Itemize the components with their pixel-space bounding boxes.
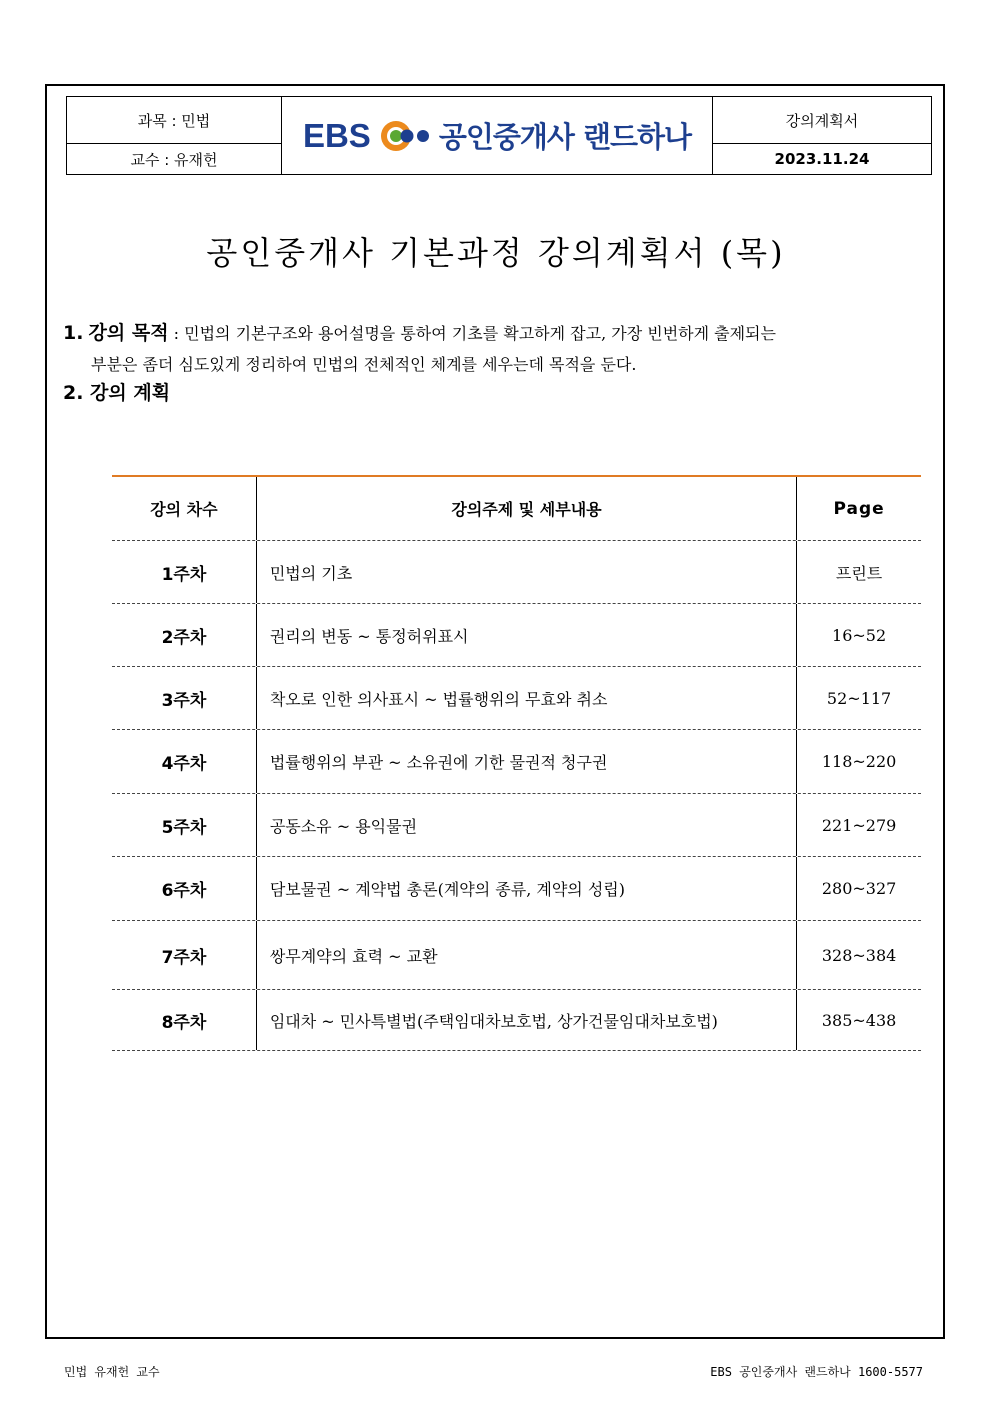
row-topic: 쌍무계약의 효력 ~ 교환 xyxy=(257,921,797,989)
document-title: 공인중개사 기본과정 강의계획서 (목) xyxy=(206,234,786,272)
row-page: 52~117 xyxy=(826,688,892,708)
doc-type-cell: 강의계획서 xyxy=(713,97,931,144)
logo-cell xyxy=(282,97,713,174)
footer-left: 민법 유재헌 교수 xyxy=(64,1365,160,1379)
purpose-line1 xyxy=(63,318,923,349)
purpose-number: 1. xyxy=(63,322,84,344)
logo-circles-icon xyxy=(379,119,431,153)
row-topic: 공동소유 ~ 용익물권 xyxy=(257,794,797,856)
row-week: 1주차 xyxy=(112,541,257,603)
purpose-section xyxy=(63,318,923,380)
row-topic: 민법의 기초 xyxy=(257,541,797,603)
row-week: 2주차 xyxy=(112,604,257,666)
brand-logo xyxy=(303,115,691,156)
row-topic: 착오로 인한 의사표시 ~ 법률행위의 무효와 취소 xyxy=(257,667,797,729)
table-row xyxy=(112,794,921,857)
table-row xyxy=(112,541,921,604)
row-week: 3주차 xyxy=(112,667,257,729)
row-page: 프린트 xyxy=(835,563,883,583)
logo-ebs-text: EBS xyxy=(302,116,371,154)
subject-cell: 과목 : 민법 xyxy=(67,97,282,144)
logo-brand-text: 공인중개사 랜드하나 xyxy=(438,120,692,154)
row-week: 5주차 xyxy=(112,794,257,856)
row-week: 8주차 xyxy=(112,990,257,1050)
row-topic: 법률행위의 부관 ~ 소유권에 기한 물권적 청구권 xyxy=(257,730,797,793)
date-cell: 2023.11.24 xyxy=(774,150,870,168)
header-page: Page xyxy=(833,498,885,519)
row-page: 118~220 xyxy=(821,752,897,771)
purpose-text-line1: : 민법의 기본구조와 용어설명을 통하여 기초를 확고하게 잡고, 가장 빈번하게 출제되는 xyxy=(173,324,776,343)
row-page: 385~438 xyxy=(821,1010,897,1030)
schedule-table xyxy=(112,475,921,1051)
schedule-header-row xyxy=(112,477,921,541)
row-topic: 담보물권 ~ 계약법 총론(계약의 종류, 계약의 성립) xyxy=(257,857,797,920)
table-row xyxy=(112,604,921,667)
table-row xyxy=(112,921,921,990)
row-topic: 권리의 변동 ~ 통정허위표시 xyxy=(257,604,797,666)
header-week: 강의 차수 xyxy=(112,477,257,540)
table-row xyxy=(112,857,921,921)
header-topic: 강의주제 및 세부내용 xyxy=(257,477,797,540)
row-page: 221~279 xyxy=(821,815,897,835)
row-week: 6주차 xyxy=(112,857,257,920)
row-page: 280~327 xyxy=(821,879,897,898)
plan-heading: 2. 강의 계획 xyxy=(63,382,171,404)
table-row xyxy=(112,730,921,794)
header-table xyxy=(66,96,932,175)
table-row xyxy=(112,990,921,1051)
row-week: 7주차 xyxy=(112,921,257,989)
footer-right: EBS 공인중개사 랜드하나 1600-5577 xyxy=(710,1365,923,1379)
professor-cell: 교수 : 유재헌 xyxy=(67,144,282,174)
purpose-label: 강의 목적 xyxy=(88,322,169,344)
row-topic: 임대차 ~ 민사특별법(주택임대차보호법, 상가건물임대차보호법) xyxy=(257,990,797,1050)
purpose-text-line2: 부분은 좀더 심도있게 정리하여 민법의 전체적인 체계를 세우는데 목적을 둔다. xyxy=(91,355,637,374)
row-page: 328~384 xyxy=(821,945,897,965)
table-row xyxy=(112,667,921,730)
row-week: 4주차 xyxy=(112,730,257,793)
row-page: 16~52 xyxy=(832,625,887,645)
